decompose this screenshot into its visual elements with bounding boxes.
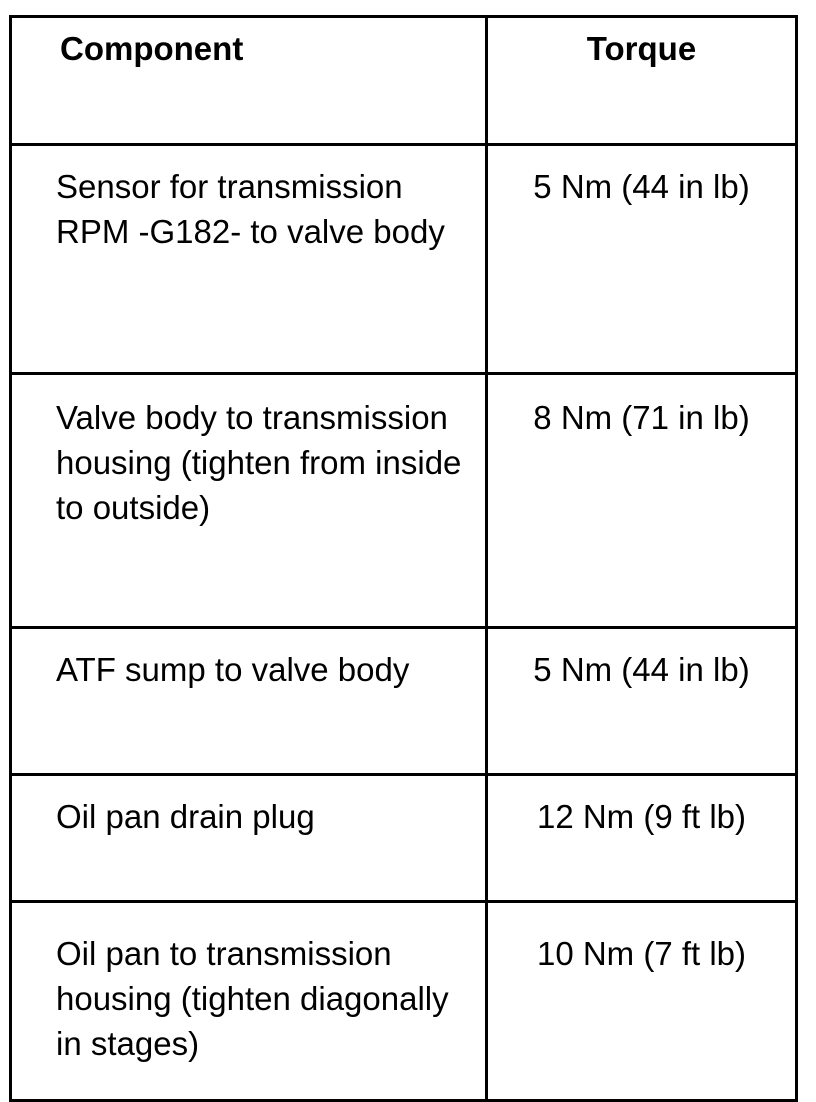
torque-cell: 10 Nm (7 ft lb) bbox=[487, 902, 797, 1101]
torque-cell: 8 Nm (71 in lb) bbox=[487, 374, 797, 628]
torque-specification-table bbox=[9, 15, 798, 1102]
table-row bbox=[11, 145, 797, 374]
table-row bbox=[11, 902, 797, 1101]
table-row bbox=[11, 374, 797, 628]
component-cell: ATF sump to valve body bbox=[11, 628, 487, 775]
table-row bbox=[11, 775, 797, 902]
torque-cell: 12 Nm (9 ft lb) bbox=[487, 775, 797, 902]
torque-cell: 5 Nm (44 in lb) bbox=[487, 628, 797, 775]
torque-column-header: Torque bbox=[487, 17, 797, 145]
component-column-header: Component bbox=[11, 17, 487, 145]
table-row bbox=[11, 628, 797, 775]
component-cell: Sensor for transmission RPM -G182- to valve body bbox=[11, 145, 487, 374]
torque-cell: 5 Nm (44 in lb) bbox=[487, 145, 797, 374]
component-cell: Oil pan to transmission housing (tighten diagonally in stages) bbox=[11, 902, 487, 1101]
component-cell: Valve body to transmission housing (tighten from inside to outside) bbox=[11, 374, 487, 628]
component-cell: Oil pan drain plug bbox=[11, 775, 487, 902]
table-header-row bbox=[11, 17, 797, 145]
